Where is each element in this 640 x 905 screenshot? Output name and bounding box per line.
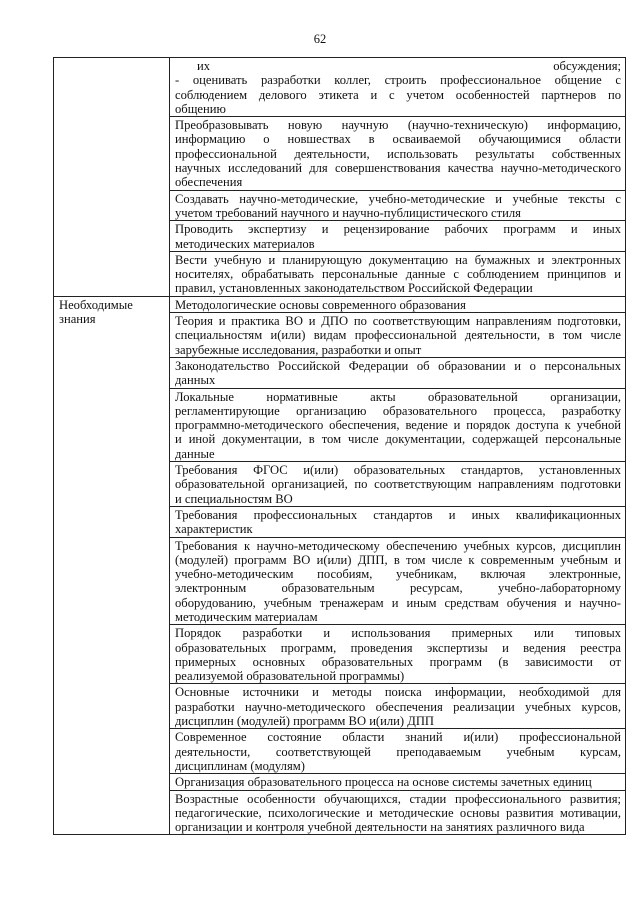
text-line: Создавать научно-методические, учебно-методические и учебные тексты с — [175, 191, 621, 206]
knowledge-cell — [170, 790, 626, 835]
knowledge-cell — [170, 388, 626, 461]
skill-cell — [170, 221, 626, 252]
text-line: образовательной организацией, по соответствующим направлениям подготовки — [175, 477, 621, 492]
table-row — [54, 296, 626, 312]
knowledge-cell — [170, 625, 626, 684]
text-line: Порядок разработки и использования примерных или типовых — [175, 626, 621, 641]
knowledge-cell — [170, 684, 626, 729]
text-line: организации и контроля учебной деятельности на занятиях различного вида — [175, 820, 585, 835]
text-line: дисциплинам (модулям) — [175, 758, 305, 773]
text-line: Требования к научно-методическому обеспечению учебных курсов, дисциплин — [175, 538, 621, 553]
text-line: примерных основных образовательных программ (в зависимости от — [175, 654, 621, 669]
text-line: (модулей) программ ВО и(или) ДПП, в том числе к современным учебным и — [175, 552, 621, 567]
text-line: Законодательство Российской Федерации об образовании и о персональных — [175, 358, 621, 373]
page-number: 62 — [313, 32, 327, 46]
text-line: Локальные нормативные акты образовательной организации, — [175, 389, 621, 404]
knowledge-cell — [170, 462, 626, 507]
text-line: реализуемой образовательной программы) — [175, 669, 405, 684]
text-line: зарубежные исследования, разработки и опыт — [175, 342, 422, 357]
text-line: учетом требований научного и научно-публицистического стиля — [175, 205, 521, 220]
text-line: Возрастные особенности обучающихся, стадии профессионального развития; — [175, 791, 621, 806]
text-line: общению — [175, 101, 226, 116]
knowledge-label-cell — [54, 296, 170, 835]
text-line: обеспечения — [175, 175, 243, 190]
text-line: Вести учебную и планирующую документацию на бумажных и электронных — [175, 252, 621, 267]
knowledge-cell — [170, 774, 626, 790]
text-line: Современное состояние области знаний и(или) профессиональной — [175, 730, 621, 745]
text-line: их обсуждения; — [197, 59, 621, 73]
text-line: Проводить экспертизу и рецензирование рабочих программ и иных — [175, 222, 621, 237]
text-line: разработки научно-методического обеспечения реализации учебных курсов, — [175, 699, 621, 714]
text-line: Теория и практика ВО и ДПО по соответствующим направлениям подготовки, — [175, 314, 621, 329]
competency-table — [53, 57, 626, 835]
section-label: знания — [59, 312, 96, 327]
text-line: научных исследований для совершенствования качества научно-методического — [175, 161, 621, 176]
text-line: правил, установленных законодательством Российской Федерации — [175, 281, 533, 296]
skill-cell — [170, 117, 626, 190]
text-line: данных — [175, 373, 216, 388]
text-line: деятельности, соответствующей преподаваемым учебным курсам, — [175, 744, 621, 759]
text-line: и иной документации, в том числе документации, содержащей персональные — [175, 432, 621, 447]
text-line: Основные источники и методы поиска информации, необходимой для — [175, 685, 621, 700]
text-line: специальностям и(или) видам профессиональной деятельности, в том числе — [175, 328, 621, 343]
text-line: профессиональной деятельности, использовать результаты собственных — [175, 146, 621, 161]
text-line: учебно-методическим пособиям, учебникам, включая электронные, — [175, 567, 621, 582]
text-line: программно-методического обеспечения, ведение и порядок доступа к учебной — [175, 418, 621, 433]
knowledge-cell — [170, 313, 626, 358]
text-line: соблюдением делового этикета и с учетом особенностей партнеров по — [175, 87, 621, 102]
text-line: электронным образовательным ресурсам, учебно-лабораторному — [175, 581, 621, 596]
table-row — [54, 58, 626, 117]
text-line: методических материалов — [175, 236, 315, 251]
text-line: методическим материалам — [175, 609, 318, 624]
text-line: Требования ФГОС и(или) образовательных стандартов, установленных — [175, 463, 621, 478]
skills-label-cell — [54, 58, 170, 297]
knowledge-cell — [170, 506, 626, 537]
skill-cell — [170, 251, 626, 296]
text-line: и специальностям ВО — [175, 491, 293, 506]
skill-cell — [170, 58, 626, 117]
text-line: - оценивать разработки коллег, строить профессиональное общение с — [175, 73, 621, 88]
text-line: носителях, обрабатывать персональные данные с соблюдением принципов и — [175, 267, 621, 282]
text-line: характеристик — [175, 522, 253, 537]
text-line: педагогические, психологические и методические основы развития мотивации, — [175, 805, 621, 820]
text-line: Методологические основы современного образования — [175, 297, 466, 312]
text-line: Преобразовывать новую научную (научно-техническую) информацию, — [175, 118, 621, 133]
text-line: Организация образовательного процесса на основе системы зачетных единиц — [175, 775, 592, 790]
text-line: данные — [175, 446, 215, 461]
knowledge-cell — [170, 296, 626, 312]
text-line: дисциплин (модулей) программ ВО и(или) ДПП — [175, 714, 435, 729]
knowledge-cell — [170, 537, 626, 625]
knowledge-cell — [170, 357, 626, 388]
knowledge-cell — [170, 729, 626, 774]
text-line: оборудованию, учебным тренажерам и иным средствам обучения и научно- — [175, 595, 621, 610]
section-label: Необходимые — [59, 297, 133, 312]
text-line: Требования профессиональных стандартов и иных квалификационных — [175, 507, 621, 522]
text-line: регламентирующие организацию образовательного процесса, разработку — [175, 403, 621, 418]
skill-cell — [170, 190, 626, 221]
text-line: информацию о новшествах в осваиваемой обучающимися области — [175, 132, 621, 147]
text-line: образовательных программ, проведения экспертизы и ведения реестра — [175, 640, 621, 655]
